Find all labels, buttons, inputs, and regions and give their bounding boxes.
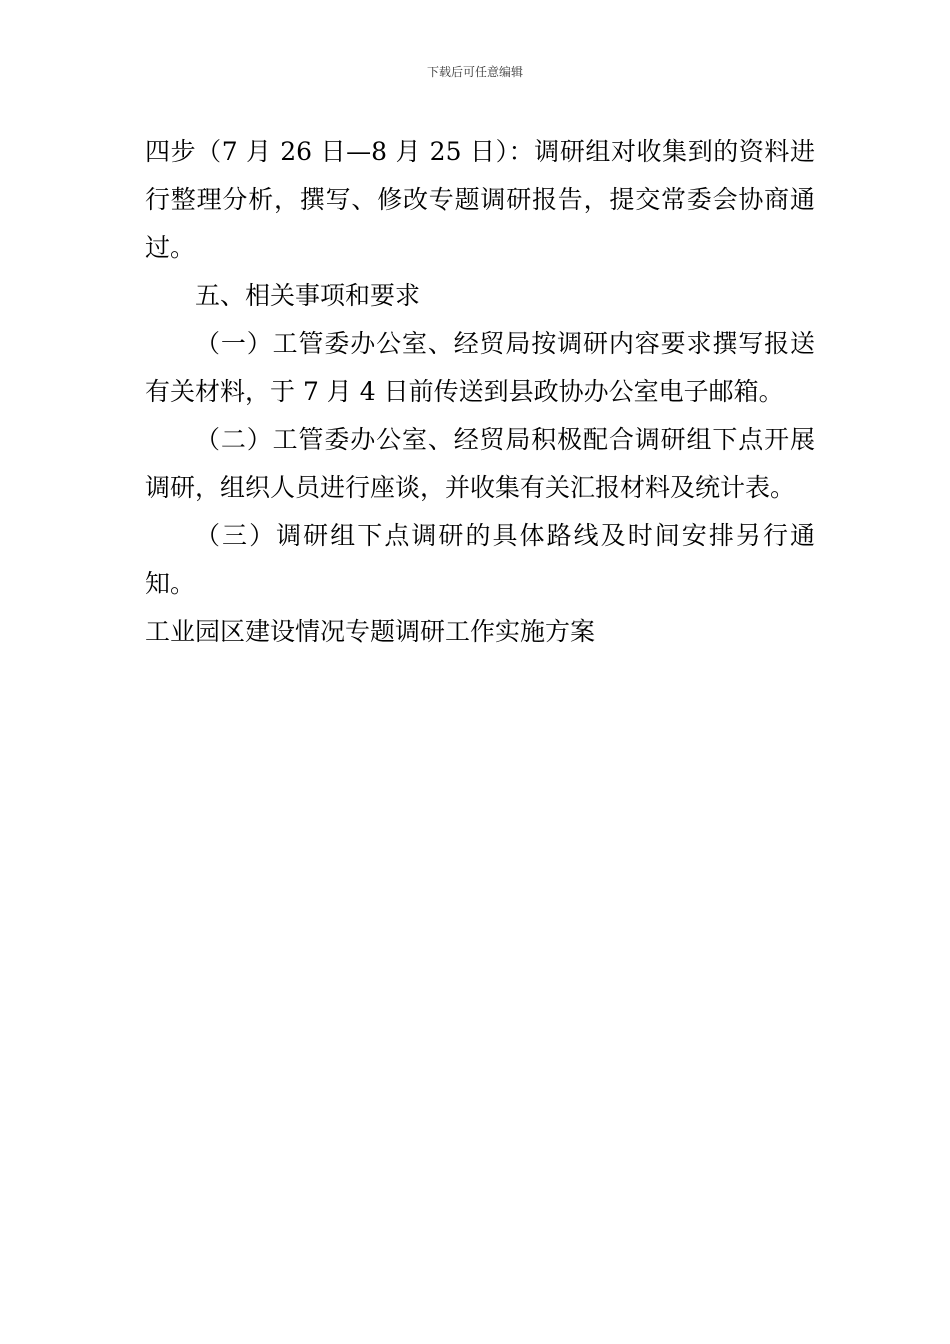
page-header-note: 下载后可任意编辑 (426, 65, 523, 79)
requirement-item-1: （一）工管委办公室、经贸局按调研内容要求撰写报送有关材料，于 7 月 4 日前传送到县政协办公室电子邮箱。 (145, 329, 815, 406)
document-body (145, 128, 815, 656)
document-title: 工业园区建设情况专题调研工作实施方案 (145, 617, 596, 646)
requirement-item-3: （三）调研组下点调研的具体路线及时间安排另行通知。 (145, 521, 815, 598)
requirement-item-2: （二）工管委办公室、经贸局积极配合调研组下点开展调研，组织人员进行座谈，并收集有关汇报材料及统计表。 (145, 425, 815, 502)
paragraph-step4: 四步（7 月 26 日—8 月 25 日）：调研组对收集到的资料进行整理分析，撰写、修改专题调研报告，提交常委会协商通过。 (145, 137, 815, 262)
section-heading-5: 五、相关事项和要求 (195, 281, 421, 310)
